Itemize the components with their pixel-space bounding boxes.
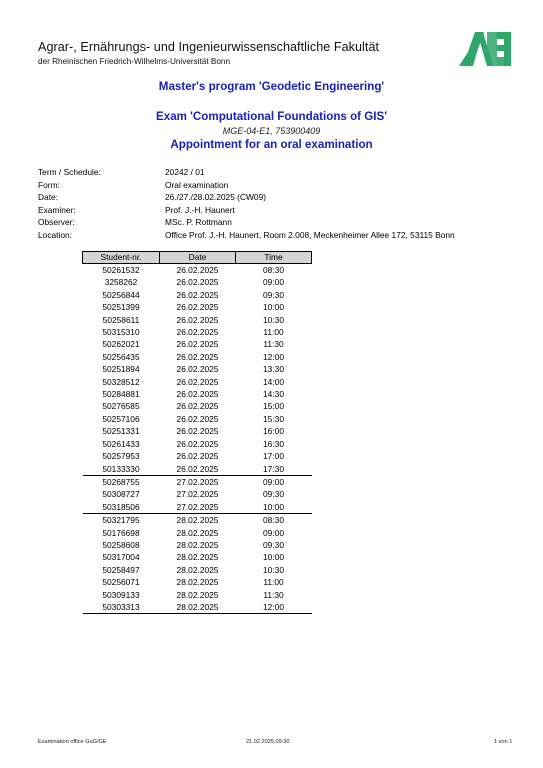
cell-time: 10:30 — [263, 564, 284, 575]
table-row — [83, 488, 312, 500]
cell-time: 11:30 — [263, 589, 284, 600]
exam-code: MGE-04-E1, 753900409 — [222, 126, 321, 136]
appointment-title: Appointment for an oral examination — [170, 138, 373, 151]
table-row — [83, 576, 312, 588]
cell-student-nr: 50328512 — [102, 376, 140, 387]
cell-time: 11:00 — [263, 577, 284, 588]
cell-time: 10:30 — [263, 314, 284, 325]
cell-date: 28.02.2025 — [176, 527, 219, 538]
program-title: Master's program 'Geodetic Engineering' — [158, 80, 385, 93]
table-row — [83, 601, 312, 614]
cell-student-nr: 50268755 — [83, 475, 160, 488]
cell-date: 26.02.2025 — [176, 351, 219, 362]
cell-time: 09:30 — [263, 289, 284, 300]
table-row — [83, 463, 312, 476]
cell-date: 26.02.2025 — [176, 463, 219, 474]
table-row — [83, 301, 312, 313]
table-row — [83, 450, 312, 462]
cell-time: 09:00 — [263, 527, 284, 538]
cell-student-nr: 50261532 — [102, 265, 140, 275]
info-row — [38, 204, 455, 217]
cell-date: 26.02.2025 — [176, 401, 219, 412]
cell-time: 12:00 — [236, 601, 312, 614]
cell-date: 28.02.2025 — [176, 552, 219, 563]
table-row — [83, 400, 312, 412]
cell-student-nr: 50251331 — [102, 426, 140, 437]
cell-date: 26.02.2025 — [176, 265, 219, 275]
cell-student-nr: 50308727 — [102, 489, 140, 500]
cell-student-nr: 50176698 — [102, 527, 140, 538]
cell-student-nr: 50309133 — [102, 589, 140, 600]
cell-student-nr: 50256435 — [102, 351, 140, 362]
header-time: Time — [236, 252, 312, 264]
info-value: MSc. P. Rottmann — [165, 217, 232, 228]
cell-date: 28.02.2025 — [176, 589, 219, 600]
info-label: Observer: — [38, 217, 75, 228]
cell-date: 26.02.2025 — [176, 302, 219, 313]
cell-student-nr: 50303313 — [83, 601, 160, 614]
table-row — [83, 527, 312, 539]
cell-time: 09:30 — [263, 489, 284, 500]
info-label: Date: — [38, 192, 59, 203]
table-row — [83, 363, 312, 375]
cell-student-nr: 50251894 — [102, 364, 140, 375]
schedule-table — [82, 251, 312, 614]
cell-time: 09:30 — [263, 539, 284, 550]
table-row — [83, 589, 312, 601]
faculty-logo — [457, 30, 513, 66]
cell-time: 13:30 — [263, 364, 284, 375]
info-value: Office Prof. J.-H. Haunert, Room 2.008, Meckenheimer Allee 172, 53115 Bonn — [165, 229, 455, 240]
cell-date: 28.02.2025 — [176, 564, 219, 575]
table-row — [83, 564, 312, 576]
cell-student-nr: 50258611 — [102, 314, 140, 325]
cell-date: 28.02.2025 — [160, 601, 236, 614]
footer-office: Examination office GuG/GE — [38, 739, 107, 745]
cell-date: 26.02.2025 — [176, 339, 219, 350]
cell-time: 17:00 — [263, 451, 284, 462]
cell-date: 26.02.2025 — [176, 413, 219, 424]
cell-time: 10:00 — [263, 501, 284, 512]
cell-time: 08:30 — [263, 265, 284, 275]
cell-date: 26.02.2025 — [176, 289, 219, 300]
cell-date: 27.02.2025 — [176, 501, 219, 512]
header-date: Date — [160, 252, 236, 264]
cell-time: 11:00 — [263, 327, 284, 338]
info-value: Oral examination — [165, 179, 229, 190]
table-row — [83, 514, 312, 527]
cell-date: 26.02.2025 — [176, 364, 219, 375]
cell-date: 26.02.2025 — [176, 389, 219, 400]
university-name: der Rheinischen Friedrich-Wilhelms-Universität Bonn — [38, 57, 231, 66]
cell-student-nr: 50256071 — [102, 577, 140, 588]
exam-title: Exam 'Computational Foundations of GIS' — [156, 110, 387, 123]
cell-date: 26.02.2025 — [176, 376, 219, 387]
cell-student-nr: 50251399 — [102, 302, 140, 313]
faculty-name: Agrar-, Ernährungs- und Ingenieurwissenschaftliche Fakultät — [38, 40, 380, 54]
table-row — [83, 264, 312, 277]
cell-date: 28.02.2025 — [160, 514, 236, 527]
cell-student-nr: 50318506 — [102, 501, 140, 512]
cell-time: 16:30 — [263, 438, 284, 449]
info-value: 26./27./28.02.2025 (CW09) — [165, 192, 267, 203]
cell-student-nr: 50284881 — [102, 389, 140, 400]
table-row — [83, 388, 312, 400]
table-row — [83, 501, 312, 514]
cell-time: 12:00 — [263, 351, 284, 362]
cell-student-nr: 50258497 — [102, 564, 140, 575]
cell-date: 27.02.2025 — [160, 475, 236, 488]
cell-student-nr: 50256844 — [102, 289, 140, 300]
cell-date: 26.02.2025 — [176, 438, 219, 449]
cell-student-nr: 50315310 — [102, 327, 140, 338]
cell-date: 26.02.2025 — [176, 327, 219, 338]
info-row — [38, 166, 455, 179]
table-header-row — [83, 252, 312, 264]
info-row — [38, 179, 455, 192]
info-label: Form: — [38, 179, 60, 190]
cell-time: 10:00 — [263, 552, 284, 563]
table-row — [83, 413, 312, 425]
cell-date: 28.02.2025 — [176, 539, 219, 550]
header-student-nr: Student-nr. — [83, 252, 160, 264]
cell-student-nr: 3258262 — [104, 277, 138, 288]
info-row — [38, 229, 455, 242]
table-row — [83, 425, 312, 437]
table-row — [83, 314, 312, 326]
footer-page: 1 von 1 — [494, 739, 513, 745]
info-value: Prof. J.-H. Haunert — [165, 204, 235, 215]
table-row — [83, 351, 312, 363]
info-row — [38, 191, 455, 204]
cell-time: 17:30 — [263, 463, 284, 474]
cell-student-nr: 50257953 — [102, 451, 140, 462]
cell-date: 27.02.2025 — [176, 489, 219, 500]
table-row — [83, 551, 312, 563]
cell-time: 11:30 — [263, 339, 284, 350]
cell-student-nr: 50262021 — [102, 339, 140, 350]
cell-time: 14:30 — [263, 389, 284, 400]
table-row — [83, 438, 312, 450]
info-value: 20242 / 01 — [165, 167, 205, 177]
table-row — [83, 539, 312, 551]
cell-time: 16:00 — [263, 426, 284, 437]
table-row — [83, 326, 312, 338]
info-row — [38, 216, 455, 229]
cell-time: 10:00 — [263, 302, 284, 313]
cell-time: 15:00 — [263, 401, 284, 412]
cell-date: 26.02.2025 — [176, 451, 219, 462]
info-label: Location: — [38, 229, 72, 240]
cell-date: 26.02.2025 — [176, 426, 219, 437]
footer-timestamp: 21.02.2025,09:30 — [246, 739, 290, 745]
cell-date: 26.02.2025 — [176, 277, 219, 288]
exam-info — [38, 166, 455, 242]
info-label: Examiner: — [38, 204, 76, 215]
cell-student-nr: 50321795 — [83, 514, 160, 527]
cell-time: 14:00 — [263, 376, 284, 387]
table-row — [83, 338, 312, 350]
cell-time: 08:30 — [236, 514, 312, 527]
cell-student-nr: 50257106 — [102, 413, 140, 424]
cell-student-nr: 50133330 — [102, 463, 140, 474]
table-row — [83, 289, 312, 301]
cell-student-nr: 50258608 — [102, 539, 140, 550]
cell-student-nr: 50261433 — [102, 438, 140, 449]
cell-student-nr: 50317004 — [102, 552, 140, 563]
cell-time: 09:00 — [236, 475, 312, 488]
cell-date: 28.02.2025 — [176, 577, 219, 588]
table-row — [83, 276, 312, 288]
cell-time: 15:30 — [263, 413, 284, 424]
cell-date: 26.02.2025 — [176, 314, 219, 325]
table-row — [83, 376, 312, 388]
cell-time: 09:00 — [263, 277, 284, 288]
info-label: Term / Schedule: — [38, 167, 101, 177]
cell-student-nr: 50276585 — [102, 401, 140, 412]
table-row — [83, 475, 312, 488]
